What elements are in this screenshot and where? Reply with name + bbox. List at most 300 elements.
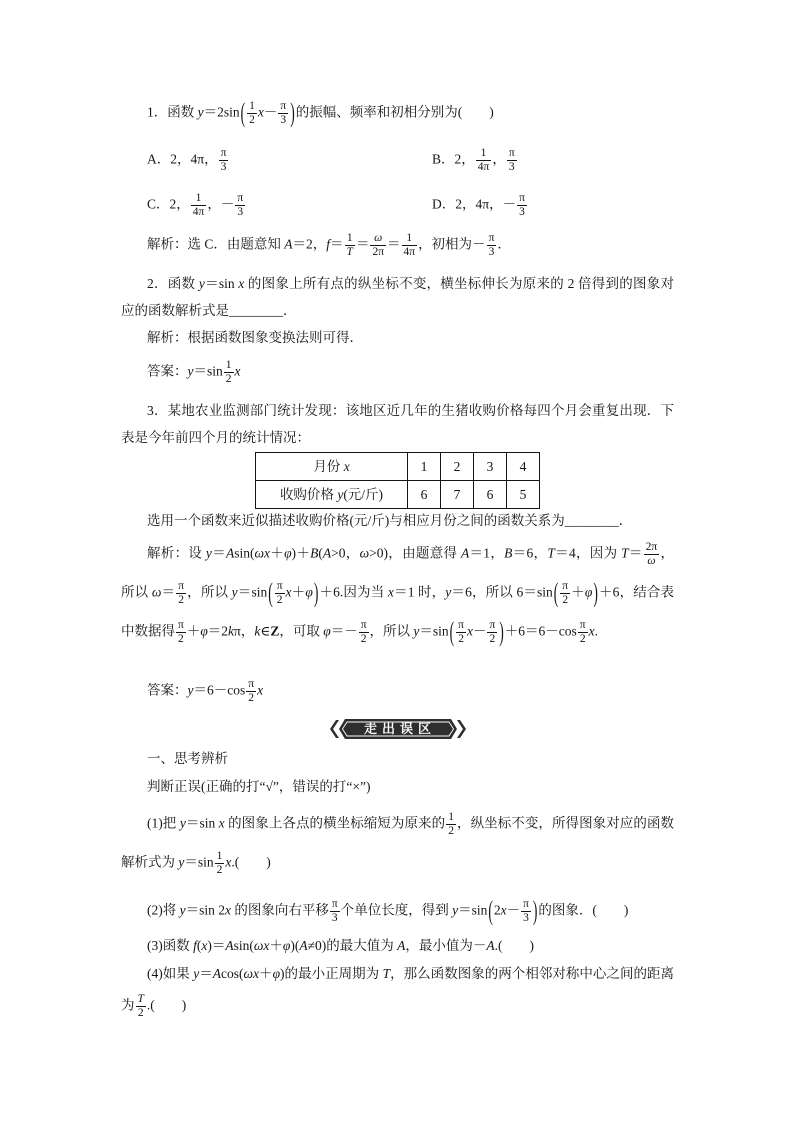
- fraction-numerator: [507, 147, 517, 161]
- text-run: ＋6＝6－cos: [504, 623, 577, 639]
- text-run: ＋6.因为当: [319, 584, 388, 600]
- fraction-denominator: [517, 206, 527, 219]
- text-run: ＝1 时，: [393, 584, 446, 600]
- table-cell: [441, 481, 474, 509]
- math-fraction: [219, 147, 229, 174]
- text-run: .( ): [231, 854, 271, 870]
- fraction-denominator: [446, 825, 456, 838]
- text-run: ，所以: [187, 584, 232, 600]
- text-run: 4π: [192, 206, 205, 218]
- math-fraction: [521, 898, 531, 925]
- fraction-numerator: [578, 619, 588, 633]
- text-run: ，最小值为－: [405, 938, 487, 953]
- text-run: ∈: [260, 623, 271, 639]
- text-run: 2: [216, 864, 223, 876]
- math-bracket: ): [313, 577, 319, 608]
- text-run: B．2，: [432, 151, 475, 167]
- math-variable: x: [285, 584, 292, 600]
- text-run: －: [506, 902, 521, 918]
- question-2-stem: [121, 270, 674, 324]
- math-variable: y: [452, 902, 459, 918]
- table-cell: [408, 481, 441, 509]
- math-variable: x: [225, 854, 232, 870]
- math-variable: ω: [647, 555, 656, 567]
- math-variable: φ: [305, 584, 313, 600]
- text-run: 3: [519, 206, 525, 218]
- text-run: 解析：选 C．由题意知: [147, 236, 285, 252]
- question-1-analysis: [121, 226, 674, 270]
- math-variable: k: [228, 623, 235, 639]
- text-run: 2．函数: [147, 276, 199, 291]
- fraction-numerator: [246, 678, 256, 692]
- text-run: 的图象上各点的横坐标缩短为原来的: [224, 815, 446, 831]
- text-run: A．2，4π，: [147, 151, 218, 167]
- text-run: π: [178, 580, 185, 592]
- text-run: 月份: [313, 459, 344, 474]
- text-run: 2: [562, 594, 569, 606]
- math-fraction: [578, 619, 588, 646]
- math-bracket: ): [290, 97, 295, 128]
- option-d: [432, 186, 528, 225]
- text-run: ，初相为－: [418, 236, 486, 252]
- text-run: ＝sin: [419, 623, 449, 639]
- math-variable: y: [179, 815, 186, 831]
- math-fraction: [247, 100, 257, 127]
- fraction-denominator: [644, 555, 660, 568]
- text-run: (元/斤): [343, 487, 384, 502]
- text-run: ＝: [387, 236, 401, 252]
- price-table: [255, 452, 540, 509]
- math-variable: A: [225, 545, 235, 561]
- fraction-numerator: [215, 850, 225, 864]
- text-run: π: [489, 619, 496, 631]
- text-run: ＝sin: [185, 815, 219, 831]
- table-cell: [507, 481, 540, 509]
- math-variable: φ: [323, 623, 331, 639]
- text-run: cos(: [221, 966, 244, 981]
- math-fraction: [224, 359, 234, 386]
- text-run: ＝sin: [458, 902, 488, 918]
- text-run: ，－: [207, 196, 235, 212]
- math-variable: y: [178, 854, 185, 870]
- math-variable: f: [193, 938, 197, 953]
- judgement-item-3: [121, 932, 674, 960]
- text-run: 3: [508, 161, 515, 173]
- text-run: 2π: [645, 541, 658, 553]
- math-fraction: [487, 232, 497, 259]
- section-banner-row: [121, 717, 674, 745]
- option-c: [121, 186, 432, 225]
- math-variable: A: [284, 236, 293, 252]
- math-variable: y: [337, 487, 344, 502]
- text-run: (: [196, 938, 202, 953]
- fraction-denominator: [247, 114, 257, 127]
- math-variable: x: [234, 363, 241, 379]
- math-variable: y: [193, 966, 200, 981]
- text-run: π: [220, 147, 227, 159]
- text-run: π，: [234, 623, 255, 639]
- question-2-answer: [121, 353, 674, 397]
- math-variable: ω: [151, 584, 162, 600]
- math-variable: x: [387, 584, 394, 600]
- text-run: ＋: [291, 584, 306, 600]
- text-run: ＝4，因为: [554, 545, 622, 561]
- fraction-denominator: [370, 246, 386, 259]
- text-run: π: [458, 619, 464, 631]
- math-fraction: [487, 619, 497, 646]
- fraction-denominator: [136, 1007, 146, 1020]
- text-run: C．2，: [147, 196, 190, 212]
- text-run: 4: [519, 459, 527, 474]
- text-run: π: [562, 580, 569, 592]
- math-variable: x: [588, 623, 595, 639]
- text-run: .( ): [146, 997, 187, 1013]
- math-variable: x: [466, 623, 473, 639]
- banner-label: 走出误区: [363, 721, 436, 736]
- math-variable: y: [179, 902, 186, 918]
- text-run: π: [508, 147, 515, 159]
- text-run: ≠0)的最大值为: [307, 938, 398, 953]
- math-fraction: [246, 678, 256, 705]
- math-bracket: ): [499, 616, 504, 647]
- fraction-denominator: [235, 206, 245, 219]
- text-run: )(: [290, 938, 300, 953]
- math-variable: A: [225, 938, 234, 953]
- text-run: (4)如果: [147, 966, 194, 981]
- text-run: 4π: [403, 246, 416, 258]
- text-run: 2: [493, 902, 501, 918]
- fraction-numerator: [359, 619, 369, 633]
- text-run: 的图象上所有点的纵坐标不变，横坐标伸长为原来的 2 倍得到的图象对应的函数解析式是________．: [121, 276, 674, 318]
- math-fraction: [176, 580, 186, 607]
- math-fraction: [345, 232, 355, 259]
- text-run: 1: [249, 100, 255, 112]
- text-run: ＋: [269, 545, 285, 561]
- math-variable: A: [212, 966, 221, 981]
- document-body: [121, 94, 674, 1026]
- text-run: 判断正误(正确的打“√”，错误的打“×”): [147, 779, 371, 794]
- text-run: sin(: [233, 938, 254, 953]
- math-variable: T: [547, 545, 555, 561]
- text-run: (: [318, 545, 323, 561]
- math-bracket: (: [268, 577, 273, 608]
- text-run: 2: [453, 459, 461, 474]
- fraction-numerator: [487, 232, 497, 246]
- text-run: π: [523, 898, 529, 910]
- table-cell: [256, 453, 408, 481]
- judgement-item-2: [121, 892, 674, 932]
- text-run: ＝sin: [184, 854, 214, 870]
- fraction-numerator: [330, 898, 340, 912]
- text-run: ＝: [161, 584, 176, 600]
- math-variable: y: [187, 363, 194, 379]
- price-table-wrap: [121, 452, 674, 509]
- fraction-denominator: [456, 633, 466, 646]
- fraction-denominator: [578, 633, 588, 646]
- text-run: ＋: [259, 966, 273, 981]
- text-run: 2: [489, 633, 496, 645]
- math-bracket: ): [593, 577, 598, 608]
- table-row: [256, 481, 540, 509]
- text-run: 1: [406, 232, 413, 244]
- text-run: ．: [497, 236, 511, 252]
- text-run: sin(: [234, 545, 255, 561]
- math-fraction: [644, 541, 660, 568]
- text-run: π: [488, 232, 495, 244]
- text-run: 4π: [477, 161, 490, 173]
- math-variable: A: [397, 938, 406, 953]
- math-variable: T: [137, 993, 144, 1005]
- text-run: )＝: [207, 938, 226, 953]
- text-run: ＝sin: [204, 276, 239, 291]
- text-run: π: [237, 192, 244, 204]
- judgement-item-1: [121, 805, 674, 892]
- text-run: ＝2: [207, 623, 229, 639]
- fraction-denominator: [476, 161, 492, 174]
- fraction-denominator: [359, 633, 369, 646]
- fraction-denominator: [219, 161, 229, 174]
- section-banner: [330, 717, 466, 741]
- fraction-numerator: [224, 359, 234, 373]
- math-variable: k: [254, 623, 261, 639]
- math-variable: B: [504, 545, 513, 561]
- fraction-denominator: [521, 912, 531, 925]
- text-run: ，纵坐标不变，所得图象对应的函数解析式为: [121, 815, 675, 870]
- math-fraction: [456, 619, 466, 646]
- fraction-numerator: [446, 811, 456, 825]
- fraction-numerator: [176, 619, 186, 633]
- text-run: 解析：根据函数图象变换法则可得．: [147, 330, 363, 345]
- question-3-stem: [121, 397, 674, 452]
- fraction-numerator: [402, 232, 418, 246]
- math-fraction: [370, 232, 386, 259]
- text-run: π: [248, 678, 255, 690]
- fraction-numerator: [456, 619, 466, 633]
- fraction-numerator: [219, 147, 229, 161]
- text-run: 3: [523, 912, 529, 924]
- text-run: 2π: [372, 246, 384, 258]
- text-run: 3: [486, 459, 494, 474]
- text-run: ＝: [199, 966, 213, 981]
- text-run: 选用一个函数来近似描述收购价格(元/斤)与相应月份之间的函数关系为________．: [147, 513, 633, 528]
- text-run: ＝2，: [292, 236, 327, 252]
- math-fraction: [359, 619, 369, 646]
- text-run: )的最小正周期为: [280, 966, 383, 981]
- math-fraction: [507, 147, 517, 174]
- text-run: ，可取: [279, 623, 324, 639]
- text-run: ＝sin: [193, 363, 223, 379]
- text-run: 2: [249, 114, 255, 126]
- text-run: ＋: [269, 938, 283, 953]
- text-run: π: [519, 192, 525, 204]
- fraction-denominator: [176, 633, 186, 646]
- fraction-denominator: [402, 246, 418, 259]
- text-run: 2: [458, 633, 464, 645]
- question-1-options-row-2: [121, 186, 674, 226]
- text-run: 2: [248, 692, 255, 704]
- text-run: 2: [225, 373, 232, 385]
- text-run: (3)函数: [147, 938, 194, 953]
- table-cell: [507, 453, 540, 481]
- text-run: 3: [237, 206, 244, 218]
- text-run: ＝6，: [512, 545, 548, 561]
- text-run: (2)将: [147, 902, 180, 918]
- text-run: ＋6，结合表中数据得: [121, 584, 675, 639]
- text-run: ，所以: [121, 545, 675, 600]
- question-3-answer: [121, 672, 674, 715]
- fraction-denominator: [560, 594, 570, 607]
- text-run: 2: [137, 1007, 144, 1019]
- option-b: [432, 141, 518, 180]
- text-run: 1: [448, 811, 454, 823]
- math-bracket: (: [449, 616, 455, 647]
- text-run: ＋: [571, 584, 585, 600]
- text-run: 6: [420, 487, 428, 502]
- table-cell: [441, 453, 474, 481]
- text-run: 3: [280, 114, 287, 126]
- math-variable: x: [218, 815, 225, 831]
- section-heading: [121, 745, 674, 773]
- fraction-denominator: [507, 161, 517, 174]
- question-1-options-row-1: [121, 141, 674, 186]
- text-run: .: [594, 623, 598, 639]
- math-variable: φ: [200, 623, 208, 639]
- fraction-denominator: [275, 594, 285, 607]
- text-run: π: [360, 619, 367, 631]
- fraction-denominator: [176, 594, 186, 607]
- text-run: 的图象向右平移: [231, 902, 329, 918]
- text-run: ＝sin 2: [185, 902, 226, 918]
- math-variable: y: [197, 104, 204, 120]
- math-fraction: [235, 192, 245, 219]
- fraction-denominator: [345, 246, 355, 259]
- text-run: ＝－: [330, 623, 358, 639]
- text-run: 答案：: [147, 682, 188, 698]
- fraction-denominator: [191, 206, 207, 219]
- text-run: 5: [519, 487, 527, 502]
- math-bracket: (: [553, 577, 559, 608]
- math-variable: T: [346, 246, 353, 258]
- text-run: 1: [225, 359, 232, 371]
- text-run: 收购价格: [279, 487, 338, 502]
- text-run: －: [263, 104, 278, 120]
- math-fraction: [215, 850, 225, 877]
- table-cell: [408, 453, 441, 481]
- math-variable: y: [413, 623, 420, 639]
- math-variable: x: [343, 459, 350, 474]
- math-set-symbol: Z: [270, 623, 280, 639]
- math-variable: y: [198, 276, 205, 291]
- table-cell: [474, 453, 507, 481]
- fraction-numerator: [370, 232, 386, 246]
- text-run: 7: [453, 487, 461, 502]
- question-3-question: [121, 509, 674, 535]
- math-fraction: [136, 993, 146, 1020]
- text-run: ，那么函数图象的两个相邻对称中心之间的距离为: [121, 966, 675, 1013]
- text-run: ＝: [355, 236, 370, 252]
- math-variable: y: [205, 545, 212, 561]
- text-run: 3．某地农业监测部门统计发现：该地区近几年的生猪收购价格每四个月会重复出现．下表是今年前四个月的统计情况：: [121, 403, 674, 445]
- fraction-denominator: [487, 633, 497, 646]
- math-variable: x: [225, 902, 232, 918]
- text-run: >0)，由题意得: [369, 545, 461, 561]
- table-row: [256, 453, 540, 481]
- text-run: ＝6－cos: [193, 682, 246, 698]
- text-run: 2: [579, 633, 586, 645]
- text-run: ＝: [211, 545, 226, 561]
- fraction-numerator: [521, 898, 531, 912]
- math-variable: ω: [359, 545, 370, 561]
- text-run: π: [331, 898, 338, 910]
- math-bracket: (: [488, 895, 493, 926]
- text-run: 3: [331, 912, 338, 924]
- math-fraction: [446, 811, 456, 838]
- text-run: .( ): [494, 938, 535, 953]
- text-run: 1．函数: [147, 104, 198, 120]
- math-variable: φ: [282, 938, 291, 953]
- math-variable: f: [326, 236, 331, 252]
- math-fraction: [402, 232, 418, 259]
- math-variable: A: [486, 938, 495, 953]
- math-fraction: [275, 580, 285, 607]
- option-a: [121, 141, 432, 180]
- math-variable: B: [310, 545, 319, 561]
- fraction-numerator: [345, 232, 355, 246]
- text-run: 一、思考辨析: [147, 751, 228, 766]
- text-run: ＝: [330, 236, 344, 252]
- math-fraction: [517, 192, 527, 219]
- fraction-numerator: [191, 192, 207, 206]
- table-cell: [474, 481, 507, 509]
- text-run: 2: [448, 825, 454, 837]
- fraction-denominator: [224, 373, 234, 386]
- fraction-denominator: [487, 246, 497, 259]
- math-fraction: [176, 619, 186, 646]
- fraction-numerator: [560, 580, 570, 594]
- text-run: ＝2sin: [203, 104, 240, 120]
- fraction-numerator: [644, 541, 660, 555]
- math-fraction: [476, 147, 492, 174]
- text-run: π: [276, 580, 283, 592]
- math-variable: A: [299, 938, 308, 953]
- text-run: 的图象．( ): [538, 902, 629, 918]
- text-run: )＋: [291, 545, 311, 561]
- fraction-numerator: [136, 993, 146, 1007]
- math-variable: T: [621, 545, 629, 561]
- text-run: 答案：: [147, 363, 188, 379]
- text-run: 1: [216, 850, 223, 862]
- question-1-stem: [121, 94, 674, 141]
- math-variable: T: [382, 966, 391, 981]
- text-run: ＝1，: [469, 545, 505, 561]
- table-cell: [256, 481, 408, 509]
- text-run: ，所以: [369, 623, 414, 639]
- text-run: 个单位长度，得到: [340, 902, 453, 918]
- text-run: 3: [488, 246, 495, 258]
- text-run: 2: [276, 594, 283, 606]
- text-run: 1: [346, 232, 353, 244]
- math-variable: x: [257, 682, 264, 698]
- math-variable: ωx: [254, 545, 270, 561]
- math-variable: ωx: [243, 966, 260, 981]
- text-run: ＝6，所以 6＝sin: [451, 584, 553, 600]
- math-variable: ωx: [253, 938, 270, 953]
- math-fraction: [330, 898, 340, 925]
- math-variable: x: [257, 104, 264, 120]
- fraction-numerator: [517, 192, 527, 206]
- text-run: 1: [195, 192, 202, 204]
- text-run: D．2，4π，－: [432, 196, 517, 212]
